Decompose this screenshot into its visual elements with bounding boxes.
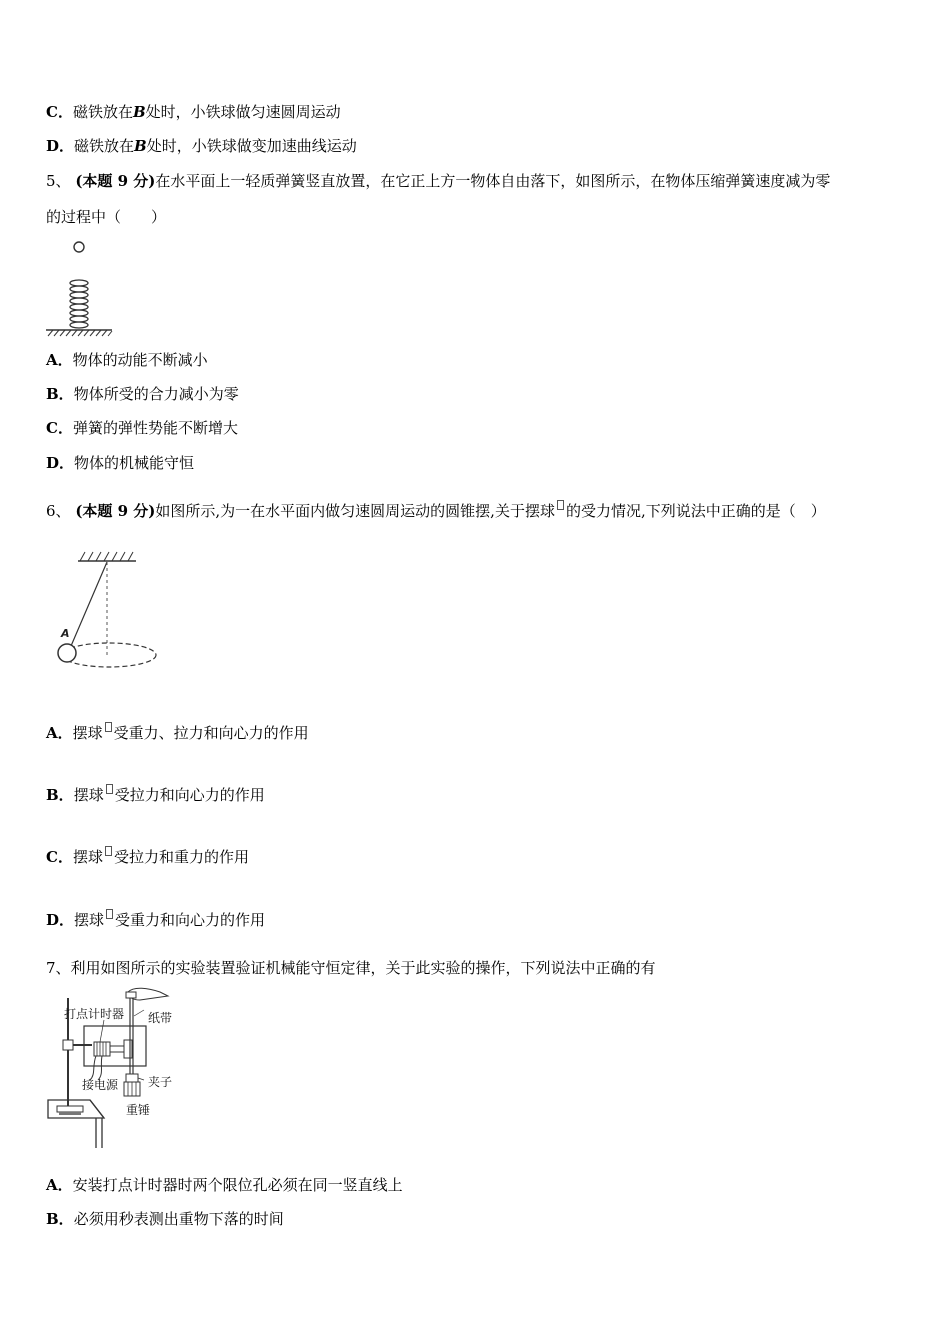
option-text: 物体所受的合力减小为零 (73, 385, 239, 403)
q5-option-b (46, 384, 239, 404)
option-text-post: 受拉力和向心力的作用 (114, 786, 265, 804)
option-label: B． (46, 385, 74, 403)
option-text: 安装打点计时器时两个限位孔必须在同一竖直线上 (72, 1176, 403, 1194)
option-text-post: 受重力和向心力的作用 (115, 911, 266, 929)
spring-coils (70, 280, 88, 328)
q6-option-b (46, 784, 265, 805)
label-clip: 夹子 (148, 1075, 173, 1089)
label-a: A (61, 627, 70, 640)
q6-option-d (46, 909, 265, 930)
clip (126, 1074, 138, 1082)
variable-b: B (134, 137, 147, 155)
missing-glyph-box (557, 500, 564, 510)
option-label: A． (46, 351, 73, 369)
q5-option-c (46, 418, 238, 438)
ground-hatching (48, 330, 112, 336)
question-score: (本题 9 分) (75, 502, 156, 520)
label-timer: 打点计时器 (64, 1007, 125, 1021)
timer-limit-hole (124, 1040, 132, 1058)
option-text: 物体的动能不断减小 (72, 351, 208, 369)
question-score: (本题 9 分) (75, 172, 156, 190)
missing-glyph-box (105, 722, 112, 732)
q6-option-a (46, 722, 309, 743)
option-text-pre: 摆球 (72, 724, 103, 742)
q5-stem-line1 (46, 171, 830, 191)
label-tape: 纸带 (148, 1011, 173, 1025)
falling-object (74, 242, 84, 252)
question-stem: 利用如图所示的实验装置验证机械能守恒定律，关于此实验的操作，下列说法中正确的有 (70, 959, 656, 977)
q6-option-c (46, 846, 249, 867)
q5-option-d (46, 453, 194, 473)
experiment-apparatus-figure (44, 986, 200, 1150)
q5-stem-line2: 的过程中（ ） (46, 208, 167, 226)
option-text-pre: 摆球 (72, 848, 103, 866)
pendulum-bob (58, 644, 76, 662)
option-text-pre: 磁铁放在 (74, 137, 135, 155)
option-text: 必须用秒表测出重物下落的时间 (73, 1210, 284, 1228)
question-stem: 在水平面上一轻质弹簧竖直放置，在它正上方一物体自由落下，如图所示，在物体压缩弹簧速度减为零 (155, 172, 831, 190)
option-text-pre: 摆球 (73, 786, 104, 804)
timer-coil (94, 1042, 110, 1056)
label-weight: 重锤 (126, 1103, 151, 1117)
question-number: 5、 (46, 172, 71, 190)
ceiling-hatching (80, 552, 133, 561)
option-label: D． (46, 911, 75, 929)
option-label: D． (46, 137, 75, 155)
missing-glyph-box (106, 909, 113, 919)
option-text: 弹簧的弹性势能不断增大 (72, 419, 238, 437)
q4-option-c (46, 102, 341, 122)
q7-option-b (46, 1209, 284, 1229)
option-label: D． (46, 454, 75, 472)
stand-base (57, 1106, 83, 1112)
option-text-post: 受重力、拉力和向心力的作用 (113, 724, 309, 742)
option-label: A． (46, 724, 73, 742)
missing-glyph-box (105, 846, 112, 856)
option-text: 物体的机械能守恒 (74, 454, 195, 472)
option-label: A． (46, 1176, 73, 1194)
option-text-pre: 磁铁放在 (72, 103, 133, 121)
stand-clamp (63, 1040, 73, 1050)
conical-pendulum-figure (52, 548, 162, 672)
q6-stem (46, 500, 826, 521)
question-number: 7、 (46, 959, 71, 977)
option-label: C． (46, 848, 73, 866)
option-label: C． (46, 419, 73, 437)
q7-option-a (46, 1175, 403, 1195)
label-power: 接电源 (82, 1078, 119, 1092)
option-label: B． (46, 786, 74, 804)
missing-glyph-box (106, 784, 113, 794)
spring-figure (44, 236, 116, 338)
question-stem-post: 的受力情况,下列说法中正确的是（ ） (565, 502, 826, 520)
q4-option-d (46, 136, 357, 156)
pendulum-string (71, 562, 107, 646)
option-label: C． (46, 103, 73, 121)
option-text-post: 处时，小铁球做变加速曲线运动 (146, 137, 357, 155)
option-text-pre: 摆球 (74, 911, 105, 929)
option-label: B． (46, 1210, 74, 1228)
option-text-post: 处时，小铁球做匀速圆周运动 (145, 103, 341, 121)
option-text-post: 受拉力和重力的作用 (113, 848, 249, 866)
question-stem-pre: 如图所示,为一在水平面内做匀速圆周运动的圆锥摆,关于摆球 (155, 502, 555, 520)
q5-option-a (46, 350, 208, 370)
variable-b: B (132, 103, 146, 121)
q7-stem (46, 958, 656, 978)
question-number: 6、 (46, 502, 71, 520)
